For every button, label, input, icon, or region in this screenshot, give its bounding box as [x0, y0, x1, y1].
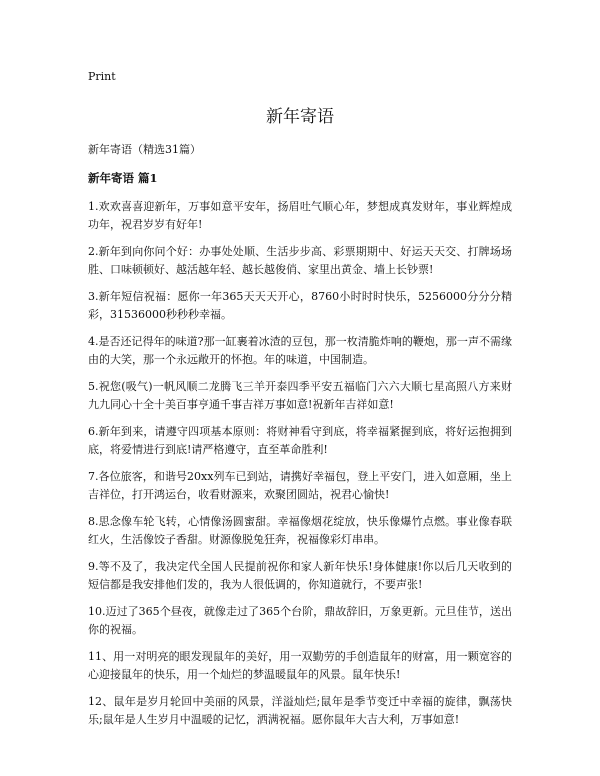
paragraph-12: 12、鼠年是岁月轮回中美丽的风景，洋溢灿烂;鼠年是季节变迁中幸福的旋律，飘荡快乐;鼠年是人生岁月中温暖的记忆，洒满祝福。愿你鼠年大吉大利，万事如意! — [88, 695, 512, 726]
paragraph-6: 6.新年到来，请遵守四项基本原则：将财神看守到底，将幸福紧握到底，将好运抱拥到底，将爱情进行到底!请严格遵守，直至革命胜利! — [88, 425, 512, 456]
paragraph-4: 4.是否还记得年的味道?那一缸裹着冰渣的豆包，那一枚清脆炸响的鞭炮，那一声不需缘由的大笑，那一个永远敞开的怀抱。年的味道，中国制造。 — [88, 335, 512, 366]
paragraph-9: 9.等不及了，我决定代全国人民提前祝你和家人新年快乐!身体健康!你以后几天收到的短信都是我安排他们发的，我为人很低调的，你知道就行，不要声张! — [88, 560, 512, 591]
section-heading: 新年寄语 篇1 — [88, 171, 158, 185]
paragraph-list — [88, 198, 512, 729]
paragraph-7: 7.各位旅客，和谐号20xx列车已到站，请携好幸福包，登上平安门，进入如意厢，坐上吉祥位，打开鸿运台，收看财源来，欢聚团圆站，祝君心愉快! — [88, 470, 512, 501]
paragraph-5: 5.祝您(吸气)一帆风顺二龙腾飞三羊开泰四季平安五福临门六六大顺七星高照八方来财九九同心十全十美百事亨通千事吉祥万事如意!祝新年吉祥如意! — [88, 380, 512, 411]
paragraph-8: 8.思念像车轮飞转，心情像汤圆蜜甜。幸福像烟花绽放，快乐像爆竹点燃。事业像春联红火，生活像饺子香甜。财源像脱兔狂奔，祝福像彩灯串串。 — [88, 515, 512, 546]
page-title: 新年寄语 — [266, 107, 334, 127]
paragraph-3: 3.新年短信祝福：愿你一年365天天天开心，8760小时时时快乐，5256000分分分精彩，31536000秒秒秒幸福。 — [88, 290, 512, 321]
print-label: Print — [88, 70, 116, 83]
paragraph-10: 10.迈过了365个昼夜，就像走过了365个台阶，鼎故辞旧，万象更新。元旦佳节，送出你的祝福。 — [88, 605, 512, 636]
paragraph-1: 1.欢欢喜喜迎新年，万事如意平安年，扬眉吐气顺心年，梦想成真发财年，事业辉煌成功年，祝君岁岁有好年! — [88, 200, 512, 231]
paragraph-2: 2.新年到向你问个好：办事处处顺、生活步步高、彩票期期中、好运天天交、打牌场场胜、口味顿顿好、越活越年轻、越长越俊俏、家里出黄金、墙上长钞票! — [88, 245, 512, 276]
paragraph-11: 11、用一对明亮的眼发现鼠年的美好，用一双勤劳的手创造鼠年的财富，用一颗宽容的心迎接鼠年的快乐，用一个灿烂的梦温暖鼠年的风景。鼠年快乐! — [88, 650, 512, 681]
document-subtitle: 新年寄语（精选31篇） — [88, 143, 201, 156]
